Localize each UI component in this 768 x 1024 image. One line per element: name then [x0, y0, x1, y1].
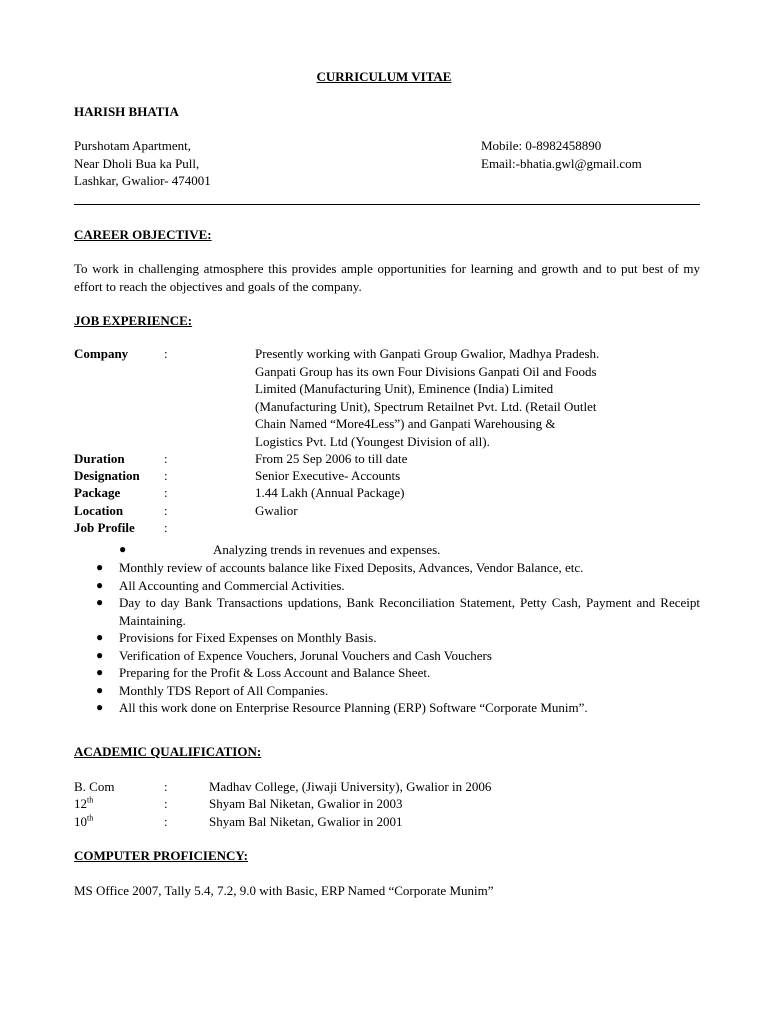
bullet-item: [74, 664, 700, 682]
qualification-value: Shyam Bal Niketan, Gwalior in 2001: [209, 814, 403, 829]
colon: :: [164, 468, 168, 483]
contact-block: [481, 137, 642, 172]
academic-row: [74, 778, 700, 796]
bullet-item: [74, 594, 700, 629]
colon: :: [164, 485, 168, 500]
bullet-icon: ●: [119, 542, 127, 556]
academic-row: [74, 795, 700, 813]
job-profile-label: Job Profile: [74, 520, 135, 535]
bullet-icon: ●: [96, 595, 104, 609]
bullet-item: [74, 682, 700, 700]
colon: :: [164, 503, 168, 518]
header-divider: [74, 204, 700, 205]
company-line: Chain Named “More4Less”) and Ganpati Warehousing &: [255, 416, 556, 431]
address-line: Purshotam Apartment,: [74, 138, 191, 153]
bullet-icon: ●: [96, 647, 104, 662]
colon: :: [164, 520, 168, 535]
bullet-item: [74, 629, 700, 647]
candidate-name: HARISH BHATIA: [74, 104, 179, 119]
academic-heading: ACADEMIC QUALIFICATION:: [74, 744, 262, 759]
colon: :: [164, 779, 168, 794]
company-line: (Manufacturing Unit), Spectrum Retailnet Pvt. Ltd. (Retail Outlet: [255, 398, 597, 414]
duration-value: From 25 Sep 2006 to till date: [255, 451, 408, 466]
bullet-item: [74, 699, 700, 717]
qualification-value: Shyam Bal Niketan, Gwalior in 2003: [209, 796, 403, 811]
package-label: Package: [74, 485, 121, 500]
document-title: CURRICULUM VITAE: [316, 69, 452, 84]
bullet-icon: ●: [96, 682, 104, 697]
job-profile-row: [74, 519, 700, 537]
company-line: Presently working with Ganpati Group Gwalior, Madhya Pradesh.: [255, 346, 600, 361]
location-label: Location: [74, 503, 124, 518]
company-description: [255, 345, 655, 450]
qualification-value: Madhav College, (Jiwaji University), Gwalior in 2006: [209, 779, 492, 794]
qualification-label: 12th: [74, 795, 94, 811]
package-value: 1.44 Lakh (Annual Package): [255, 485, 405, 500]
colon: :: [164, 814, 168, 829]
bullet-icon: ●: [96, 630, 104, 644]
bullet-text: Verification of Expence Vouchers, Jorunal Vouchers and Cash Vouchers: [119, 647, 492, 663]
location-row: [74, 502, 700, 520]
computer-proficiency-text: MS Office 2007, Tally 5.4, 7.2, 9.0 with Basic, ERP Named “Corporate Munim”: [74, 883, 494, 898]
qualification-label: 10th: [74, 813, 94, 829]
location-value: Gwalior: [255, 503, 298, 518]
bullet-icon: ●: [96, 560, 104, 574]
computer-proficiency-heading: COMPUTER PROFICIENCY:: [74, 848, 248, 863]
bullet-item: [74, 577, 700, 595]
bullet-text: Analyzing trends in revenues and expenses.: [213, 542, 441, 557]
bullet-item: [74, 559, 700, 577]
duration-label: Duration: [74, 451, 125, 466]
career-objective-heading: CAREER OBJECTIVE:: [74, 227, 212, 242]
career-objective-text: To work in challenging atmosphere this provides ample opportunities for learning and growth and to put best of my effort to reach the objectives and goals of the company.: [74, 261, 700, 294]
job-profile-list: [74, 559, 700, 717]
bullet-text: Preparing for the Profit & Loss Account and Balance Sheet.: [119, 665, 431, 680]
designation-label: Designation: [74, 468, 140, 483]
designation-row: [74, 467, 700, 485]
bullet-icon: ●: [96, 665, 104, 679]
bullet-text: Monthly TDS Report of All Companies.: [119, 682, 329, 698]
bullet-icon: ●: [96, 577, 104, 592]
designation-value: Senior Executive- Accounts: [255, 468, 401, 483]
job-experience-heading: JOB EXPERIENCE:: [74, 313, 193, 328]
qualification-label: B. Com: [74, 779, 115, 794]
bullet-text: Day to day Bank Transactions updations, Bank Reconciliation Statement, Petty Cash, Payment and Receipt Maintaining.: [119, 595, 700, 628]
bullet-text: All this work done on Enterprise Resource Planning (ERP) Software “Corporate Munim”.: [119, 700, 588, 715]
company-label: Company: [74, 346, 129, 361]
bullet-icon: ●: [96, 700, 104, 714]
address-line: Lashkar, Gwalior- 474001: [74, 173, 211, 188]
bullet-text: Provisions for Fixed Expenses on Monthly Basis.: [119, 630, 377, 645]
bullet-text: Monthly review of accounts balance like Fixed Deposits, Advances, Vendor Balance, etc.: [119, 560, 584, 575]
academic-row: [74, 813, 700, 831]
colon: :: [164, 451, 168, 466]
colon: :: [164, 796, 168, 811]
email-address: Email:-bhatia.gwl@gmail.com: [481, 155, 642, 171]
company-line: Ganpati Group has its own Four Divisions Ganpati Oil and Foods: [255, 363, 597, 379]
company-line: Limited (Manufacturing Unit), Eminence (India) Limited: [255, 381, 554, 396]
bullet-item: [74, 647, 700, 665]
address-line: Near Dholi Bua ka Pull,: [74, 155, 200, 171]
company-line: Logistics Pvt. Ltd (Youngest Division of all).: [255, 433, 490, 449]
colon: :: [164, 346, 168, 361]
mobile-number: Mobile: 0-8982458890: [481, 138, 602, 153]
package-row: [74, 484, 700, 502]
bullet-text: All Accounting and Commercial Activities.: [119, 577, 345, 593]
bullet-item: [74, 541, 700, 559]
duration-row: [74, 450, 700, 468]
address-block: [74, 137, 211, 190]
